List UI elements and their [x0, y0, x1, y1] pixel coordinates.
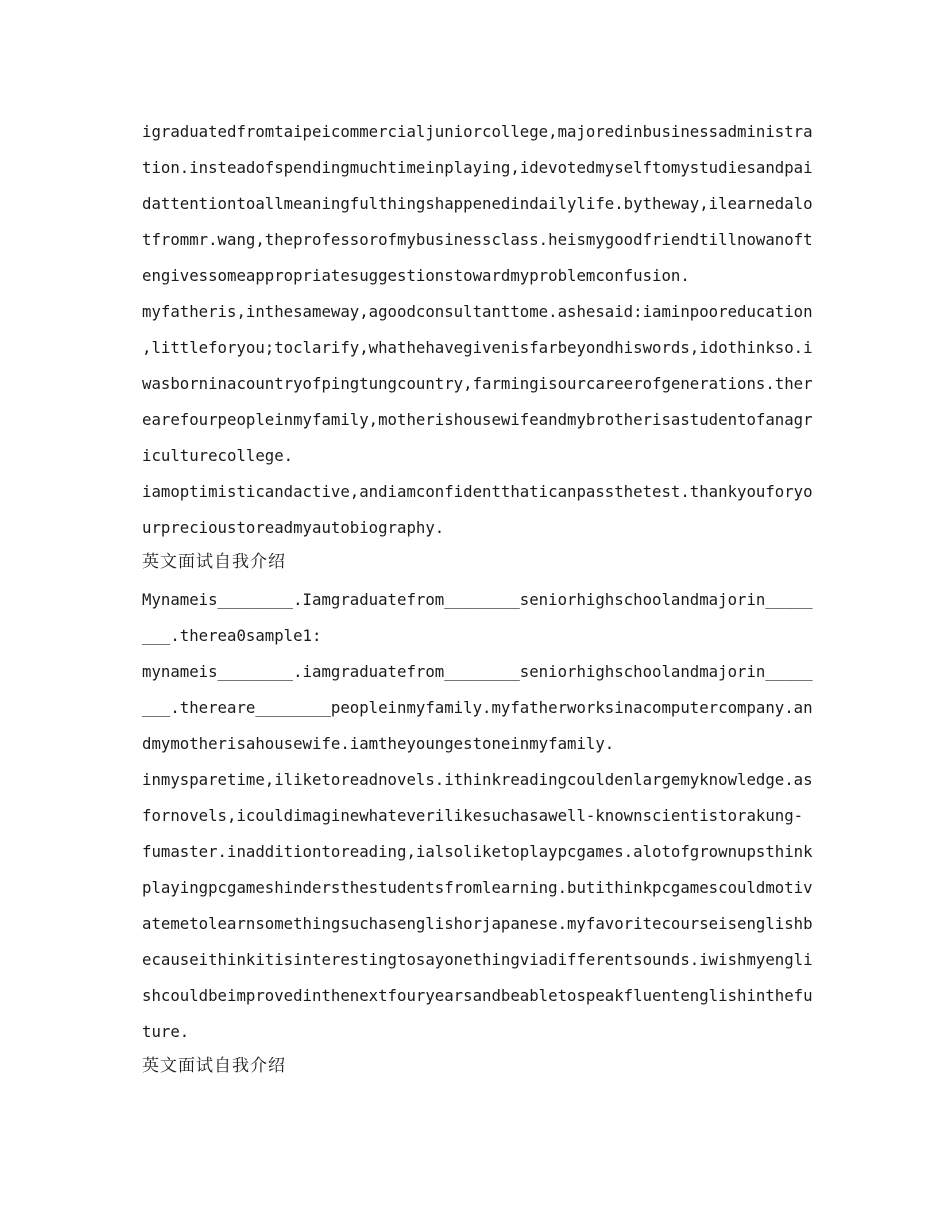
text-line: wasborninacountryofpingtungcountry,farmingisourcareerofgenerations.ther [142, 374, 813, 393]
text-line: inmysparetime,iliketoreadnovels.ithinkreadingcouldenlargemyknowledge.as [142, 770, 813, 789]
text-line: dmymotherisahousewife.iamtheyoungestoneinmyfamily. [142, 734, 615, 753]
text-line: tfrommr.wang,theprofessorofmybusinessclass.heismygoodfriendtillnowanoft [142, 230, 813, 249]
text-line: urprecioustoreadmyautobiography. [142, 518, 445, 537]
section-heading: 英文面试自我介绍 [142, 552, 286, 572]
text-line: tion.insteadofspendingmuchtimeinplaying,idevotedmyselftomystudiesandpai [142, 158, 813, 177]
text-line: dattentiontoallmeaningfulthingshappenedindailylife.bytheway,ilearnedalo [142, 194, 813, 213]
text-line: ecauseithinkitisinterestingtosayonethingviadifferentsounds.iwishmyengli [142, 950, 813, 969]
text-line: engivessomeappropriatesuggestionstowardmyproblemconfusion. [142, 266, 690, 285]
text-line: shcouldbeimprovedinthenextfouryearsandbeabletospeakfluentenglishinthefu [142, 986, 813, 1005]
text-line: fumaster.inadditiontoreading,ialsoliketoplaypcgames.alotofgrownupsthink [142, 842, 813, 861]
text-line: ,littleforyou;toclarify,whathehavegivenisfarbeyondhiswords,idothinkso.i [142, 338, 813, 357]
text-line: iculturecollege. [142, 446, 294, 465]
text-line: earefourpeopleinmyfamily,motherishousewifeandmybrotherisastudentofanagr [142, 410, 813, 429]
text-line: fornovels,icouldimaginewhateverilikesuchasawell-knownscientistorakung- [142, 806, 804, 825]
text-line: mynameis________.iamgraduatefrom________seniorhighschoolandmajorin_____ [142, 662, 813, 681]
document-body [142, 114, 813, 1086]
section-heading: 英文面试自我介绍 [142, 1056, 286, 1076]
text-line: ture. [142, 1022, 190, 1041]
text-line: playingpcgameshindersthestudentsfromlearning.butithinkpcgamescouldmotiv [142, 878, 813, 897]
text-line: iamoptimisticandactive,andiamconfidentthaticanpassthetest.thankyouforyo [142, 482, 813, 501]
text-line: ___.thereare________peopleinmyfamily.myfatherworksinacomputercompany.an [142, 698, 813, 717]
text-line: ___.therea0sample1: [142, 626, 322, 645]
text-line: atemetolearnsomethingsuchasenglishorjapanese.myfavoritecourseisenglishb [142, 914, 813, 933]
text-line: Mynameis________.Iamgraduatefrom________seniorhighschoolandmajorin_____ [142, 590, 813, 609]
text-line: myfatheris,inthesameway,agoodconsultanttome.ashesaid:iaminpooreducation [142, 302, 813, 321]
text-line: igraduatedfromtaipeicommercialjuniorcollege,majoredinbusinessadministra [142, 122, 813, 141]
